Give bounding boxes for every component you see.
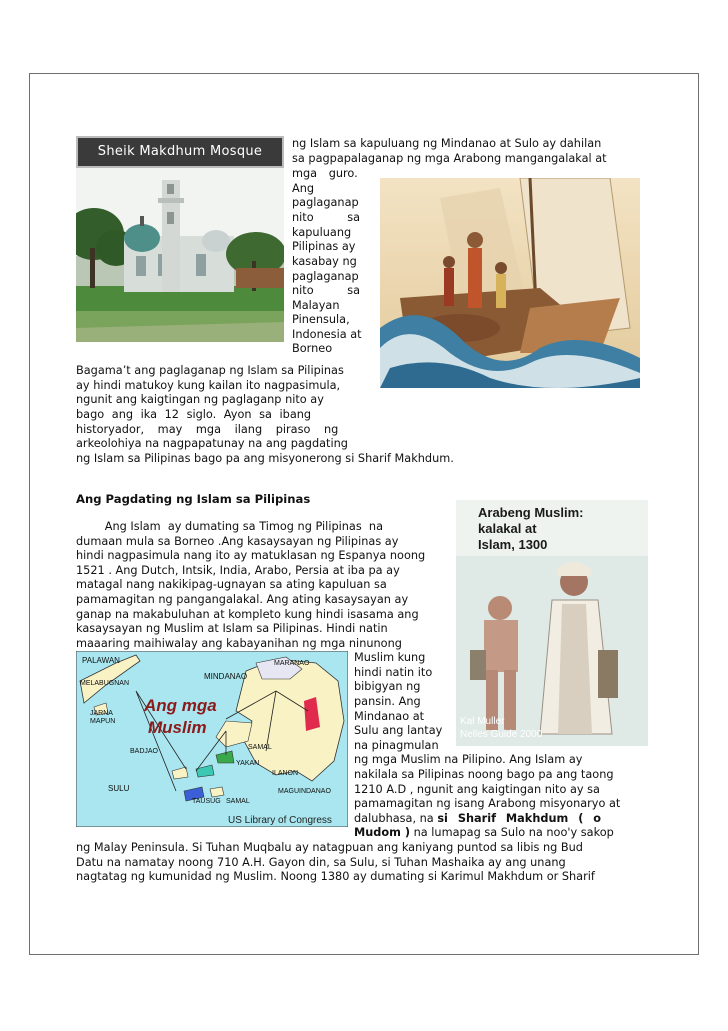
text-line: nagtatag ng kumunidad ng Muslim. Noong 1380 ay dumating si Karimul Makhdum or Sharif [76,870,595,883]
text-line: pamamagitan ng pangangalakal. Ang ating kasaysayan ay [76,593,409,606]
text-segment: dalubhasa, na [354,812,438,825]
mosque-caption: Sheik Makdhum Mosque [76,136,284,168]
text-line: nakilala sa Pilipinas noong bago pa ang taong [354,768,614,781]
paragraph-1-line-2: sa pagpapalaganap ng mga Arabong mangangalakal at [292,152,607,165]
text-line: 1210 A.D , ngunit ang kaigtingan nito ay sa [354,783,600,796]
arab-muslim-image [456,500,648,746]
map-label-mapun: MAPUN [90,718,116,725]
text-line: Bagama’t ang paglaganap ng Islam sa Pilipinas [76,364,344,377]
image-title-line-3: Islam, 1300 [478,537,548,552]
text-line: ng Malay Peninsula. Si Tuhan Muqbalu ay natagpuan ang kaniyang puntod sa libis ng Bud [76,841,583,854]
text-line: Indonesia at [292,328,362,341]
text-line: hindi nagpasimula nang ito ay matuklasan ng Espanya noong [76,549,426,562]
text-line [354,826,638,841]
text-line: kasaysayan ng Muslim at Islam sa Pilipinas. Hindi natin [76,622,388,635]
text-line: ngunit ang kaigtingan ng paglaganp nito ay [76,393,324,406]
text-line: ng mga Muslim na Pilipino. Ang Islam ay [354,753,583,766]
text-line: kasabay ng [292,255,357,268]
text-line: Malayan [292,299,340,312]
map-label-mindanao: MINDANAO [204,672,248,681]
text-line: historyador, may mga ilang piraso ng [76,423,339,436]
text-line: bago ang ika 12 siglo. Ayon sa ibang [76,408,312,421]
text-line: matagal nang nakikipag-ugnayan sa ating kapuluan sa [76,578,387,591]
paragraph-1-line-3: mga guro. [292,167,358,180]
text-line: ay hindi matukoy kung kailan ito nagpasimula, [76,379,341,392]
mosque-photo [76,136,284,342]
text-line [354,812,638,827]
image-credit-line-2: Nelles Guide 2000 [460,729,543,740]
text-line: Ang Islam ay dumating sa Timog ng Pilipinas na [76,520,384,533]
text-line: Datu na namatay noong 710 A.H. Gayon din, sa Sulu, si Tuhan Mashaika ay ang unang [76,856,566,869]
text-line: maaaring maihiwalay ang kabayanihan ng mga ninunong [76,637,402,650]
text-line: bibigyan ng [354,680,421,693]
map-label-ilanon: ILANON [272,770,299,777]
ship-illustration [380,178,640,388]
map-label-palawan: PALAWAN [82,656,120,665]
text-line: 1521 . Ang Dutch, Intsik, India, Arabo, Persia at iba pa ay [76,564,400,577]
text-segment-bold: si Sharif Makhdum ( o [437,812,602,825]
muslim-map [76,651,348,827]
paragraph-1-line-1: ng Islam sa kapuluang ng Mindanao at Sulo ay dahilan [292,137,602,150]
text-line: nito sa [292,211,361,224]
text-line: Pinensula, [292,313,350,326]
text-line: arkeolohiya na nagpapatunay na ang pagdating [76,437,348,450]
map-label-badjao: BADJAO [130,748,159,755]
map-label-maranao: MARANAO [274,660,310,667]
map-title-line-2: Muslim [148,718,207,737]
text-line: Muslim kung [354,651,426,664]
text-segment: na lumapag sa Sulo na noo'y sakop [410,826,614,839]
map-label-melabugnan: MELABUGNAN [80,680,130,687]
image-credit-line-1: Kal Muller [460,716,505,727]
text-line: paglaganap [292,270,359,283]
text-line: hindi natin ito [354,666,433,679]
text-line: Ang [292,182,315,195]
text-line: nito sa [292,284,361,297]
text-line: ng Islam sa Pilipinas bago pa ang misyonerong si Sharif Makhdum. [76,452,454,465]
text-line: Sulu ang lantay [354,724,443,737]
map-title-line-1: Ang mga [144,696,217,715]
image-title-line-2: kalakal at [478,521,537,536]
ship-painting [380,178,640,388]
text-line: Borneo [292,342,333,355]
text-line: kapuluang [292,226,352,239]
text-line: paglaganap [292,196,359,209]
text-line: ganap na makabuluhan at kompleto kung hindi isasama ang [76,608,419,621]
map-label-yakan: YAKAN [236,760,260,767]
text-line: Mindanao at [354,710,425,723]
map-label-tausug: TAUSUG [192,798,221,805]
arab-muslim-illustration [456,500,648,746]
map-illustration [76,651,348,827]
text-line: na pinagmulan [354,739,439,752]
map-credit: US Library of Congress [228,815,332,826]
text-line: pamamagitan ng isang Arabong misyonaryo at [354,797,621,810]
map-label-samal-north: SAMAL [248,744,272,751]
map-label-samal-south: SAMAL [226,798,250,805]
text-segment-bold: Mudom ) [354,826,410,839]
text-line: Pilipinas ay [292,240,356,253]
map-label-sulu: SULU [108,784,130,793]
map-label-maguindanao: MAGUINDANAO [278,788,331,795]
text-line: dumaan mula sa Borneo .Ang kasaysayan ng Pilipinas ay [76,535,399,548]
section-heading: Ang Pagdating ng Islam sa Pilipinas [76,492,311,506]
map-label-jarna: JARNA [90,710,113,717]
image-title-line-1: Arabeng Muslim: [478,505,584,520]
text-line: pansin. Ang [354,695,421,708]
